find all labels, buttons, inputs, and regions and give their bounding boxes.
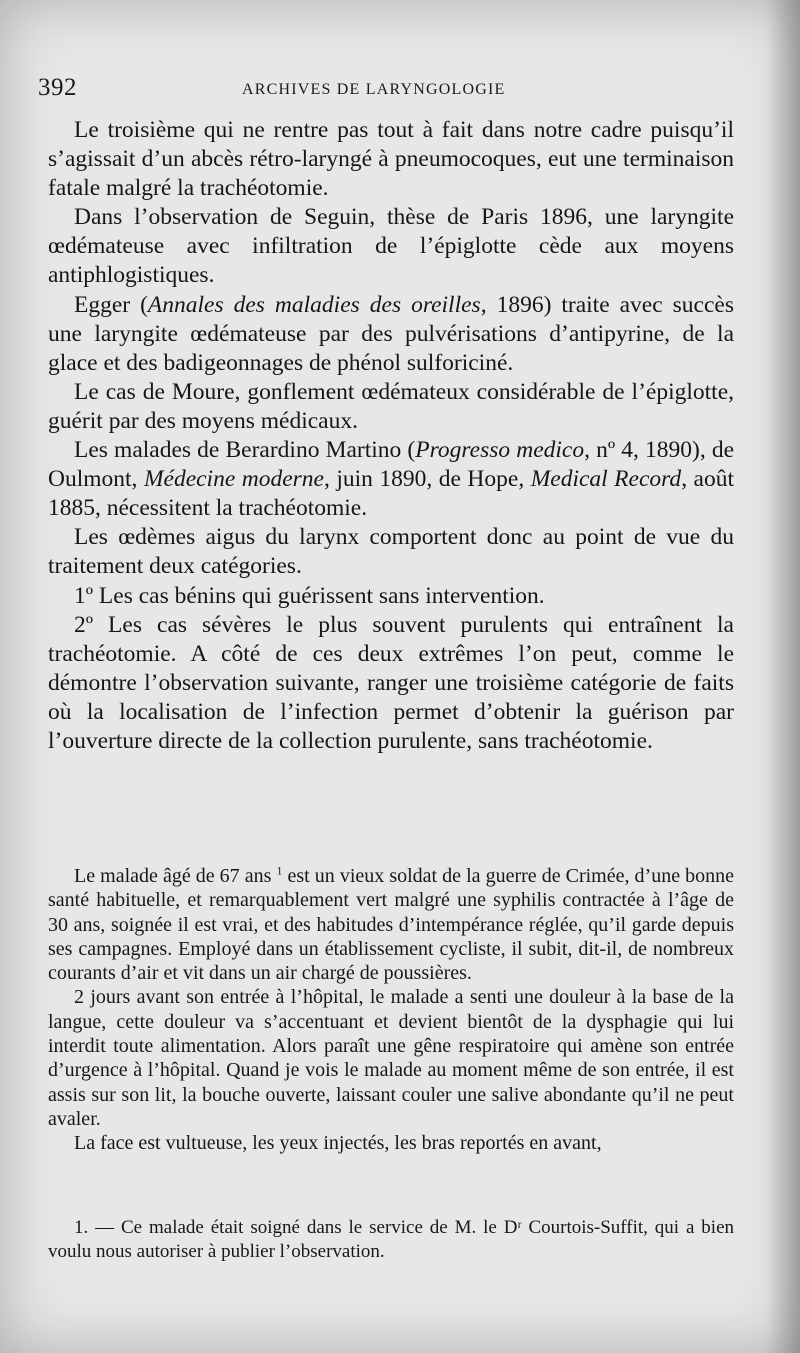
footnote-marker: 1 bbox=[276, 863, 283, 878]
text-run: , 1896) traite avec succès une laryngite œdémateuse par des pulvérisations d’antipyrine, de la glace et des badigeonnages de phénol sulforiciné. bbox=[48, 291, 734, 376]
paragraph: 2 jours avant son entrée à l’hôpital, le malade a senti une douleur à la base de la langue, cette douleur va s’accentuant et devient bientôt de la dysphagie qui lui interdit toute alimentation. Alors paraît une gêne respiratoire qui amène son entrée d’urgence à l’hôpital. Quand je vois le malade au moment même de son entrée, il est assis sur son lit, la bouche ouverte, laissant couler une salive abondante qu’il ne peut avaler. bbox=[48, 986, 734, 1130]
text-run: , juin 1890, de Hope, bbox=[323, 466, 531, 493]
paragraph bbox=[48, 291, 734, 378]
journal-title: Progresso medico bbox=[415, 437, 585, 464]
text-run: , août 1885, nécessitent la trachéotomie. bbox=[48, 466, 735, 522]
footnote bbox=[48, 1216, 734, 1264]
paragraph bbox=[48, 864, 734, 985]
paragraph: Dans l’observation de Seguin, thèse de Paris 1896, une laryngite œdémateuse avec infiltration de l’épiglotte cède aux moyens antiphlogistiques. bbox=[48, 204, 734, 289]
paragraph: Le cas de Moure, gonflement œdémateux considérable de l’épiglotte, guérit par des moyens médicaux. bbox=[48, 378, 734, 434]
text-run: est un vieux soldat de la guerre de Crimée, d’une bonne santé habituelle, et remarquablement vert malgré une syphilis contractée à l’âge de 30 ans, soignée il est vrai, et des habitudes d’intempérance réglée, qu’il garde depuis ses campagnes. Employé dans un établissement cycliste, il subit, dit-il, de nombreux courants d’air et vit dans un air chargé de poussières. bbox=[48, 865, 735, 985]
paragraph: Le troisième qui ne rentre pas tout à fait dans notre cadre puisqu’il s’agissait d’un abcès rétro-laryngé à pneumocoques, eut une terminaison fatale malgré la trachéotomie. bbox=[48, 117, 734, 202]
journal-title: Medical Record bbox=[530, 466, 682, 493]
text-run: Les malades de Berardino Martino ( bbox=[74, 437, 416, 464]
paragraph bbox=[48, 436, 734, 523]
page-header bbox=[0, 74, 800, 106]
text-run: Le malade âgé de 67 ans bbox=[74, 865, 272, 887]
journal-title: Annales des maladies des oreilles bbox=[147, 291, 481, 318]
page-edge-shadow bbox=[766, 0, 800, 1353]
page-number: 392 bbox=[38, 74, 77, 101]
text-run: , nº 4, 1890), de Oulmont, bbox=[48, 437, 735, 493]
running-title: ARCHIVES DE LARYNGOLOGIE bbox=[242, 81, 506, 98]
paragraph: La face est vultueuse, les yeux injectés, les bras reportés en avant, bbox=[74, 1132, 602, 1155]
paragraph: Les œdèmes aigus du larynx comportent donc au point de vue du traitement deux catégories. bbox=[48, 524, 734, 580]
footnote-text: 1. — Ce malade était soigné dans le service de M. le Dʳ Courtois-Suffit, qui a bien voulu nous autoriser à publier l’observation. bbox=[48, 1217, 734, 1262]
main-text bbox=[48, 116, 734, 756]
paragraph: 1º Les cas bénins qui guérissent sans intervention. bbox=[74, 582, 545, 609]
text-run: Egger ( bbox=[74, 291, 148, 318]
journal-title: Médecine moderne bbox=[143, 466, 324, 493]
observation-text bbox=[48, 864, 734, 1156]
paragraph: 2º Les cas sévères le plus souvent purulents qui entraînent la trachéotomie. A côté de ces deux extrêmes l’on peut, comme le démontre l’observation suivante, ranger une troisième catégorie de faits où la localisation de l’infection permet d’obtenir la guérison par l’ouverture directe de la collection purulente, sans trachéotomie. bbox=[48, 611, 734, 754]
